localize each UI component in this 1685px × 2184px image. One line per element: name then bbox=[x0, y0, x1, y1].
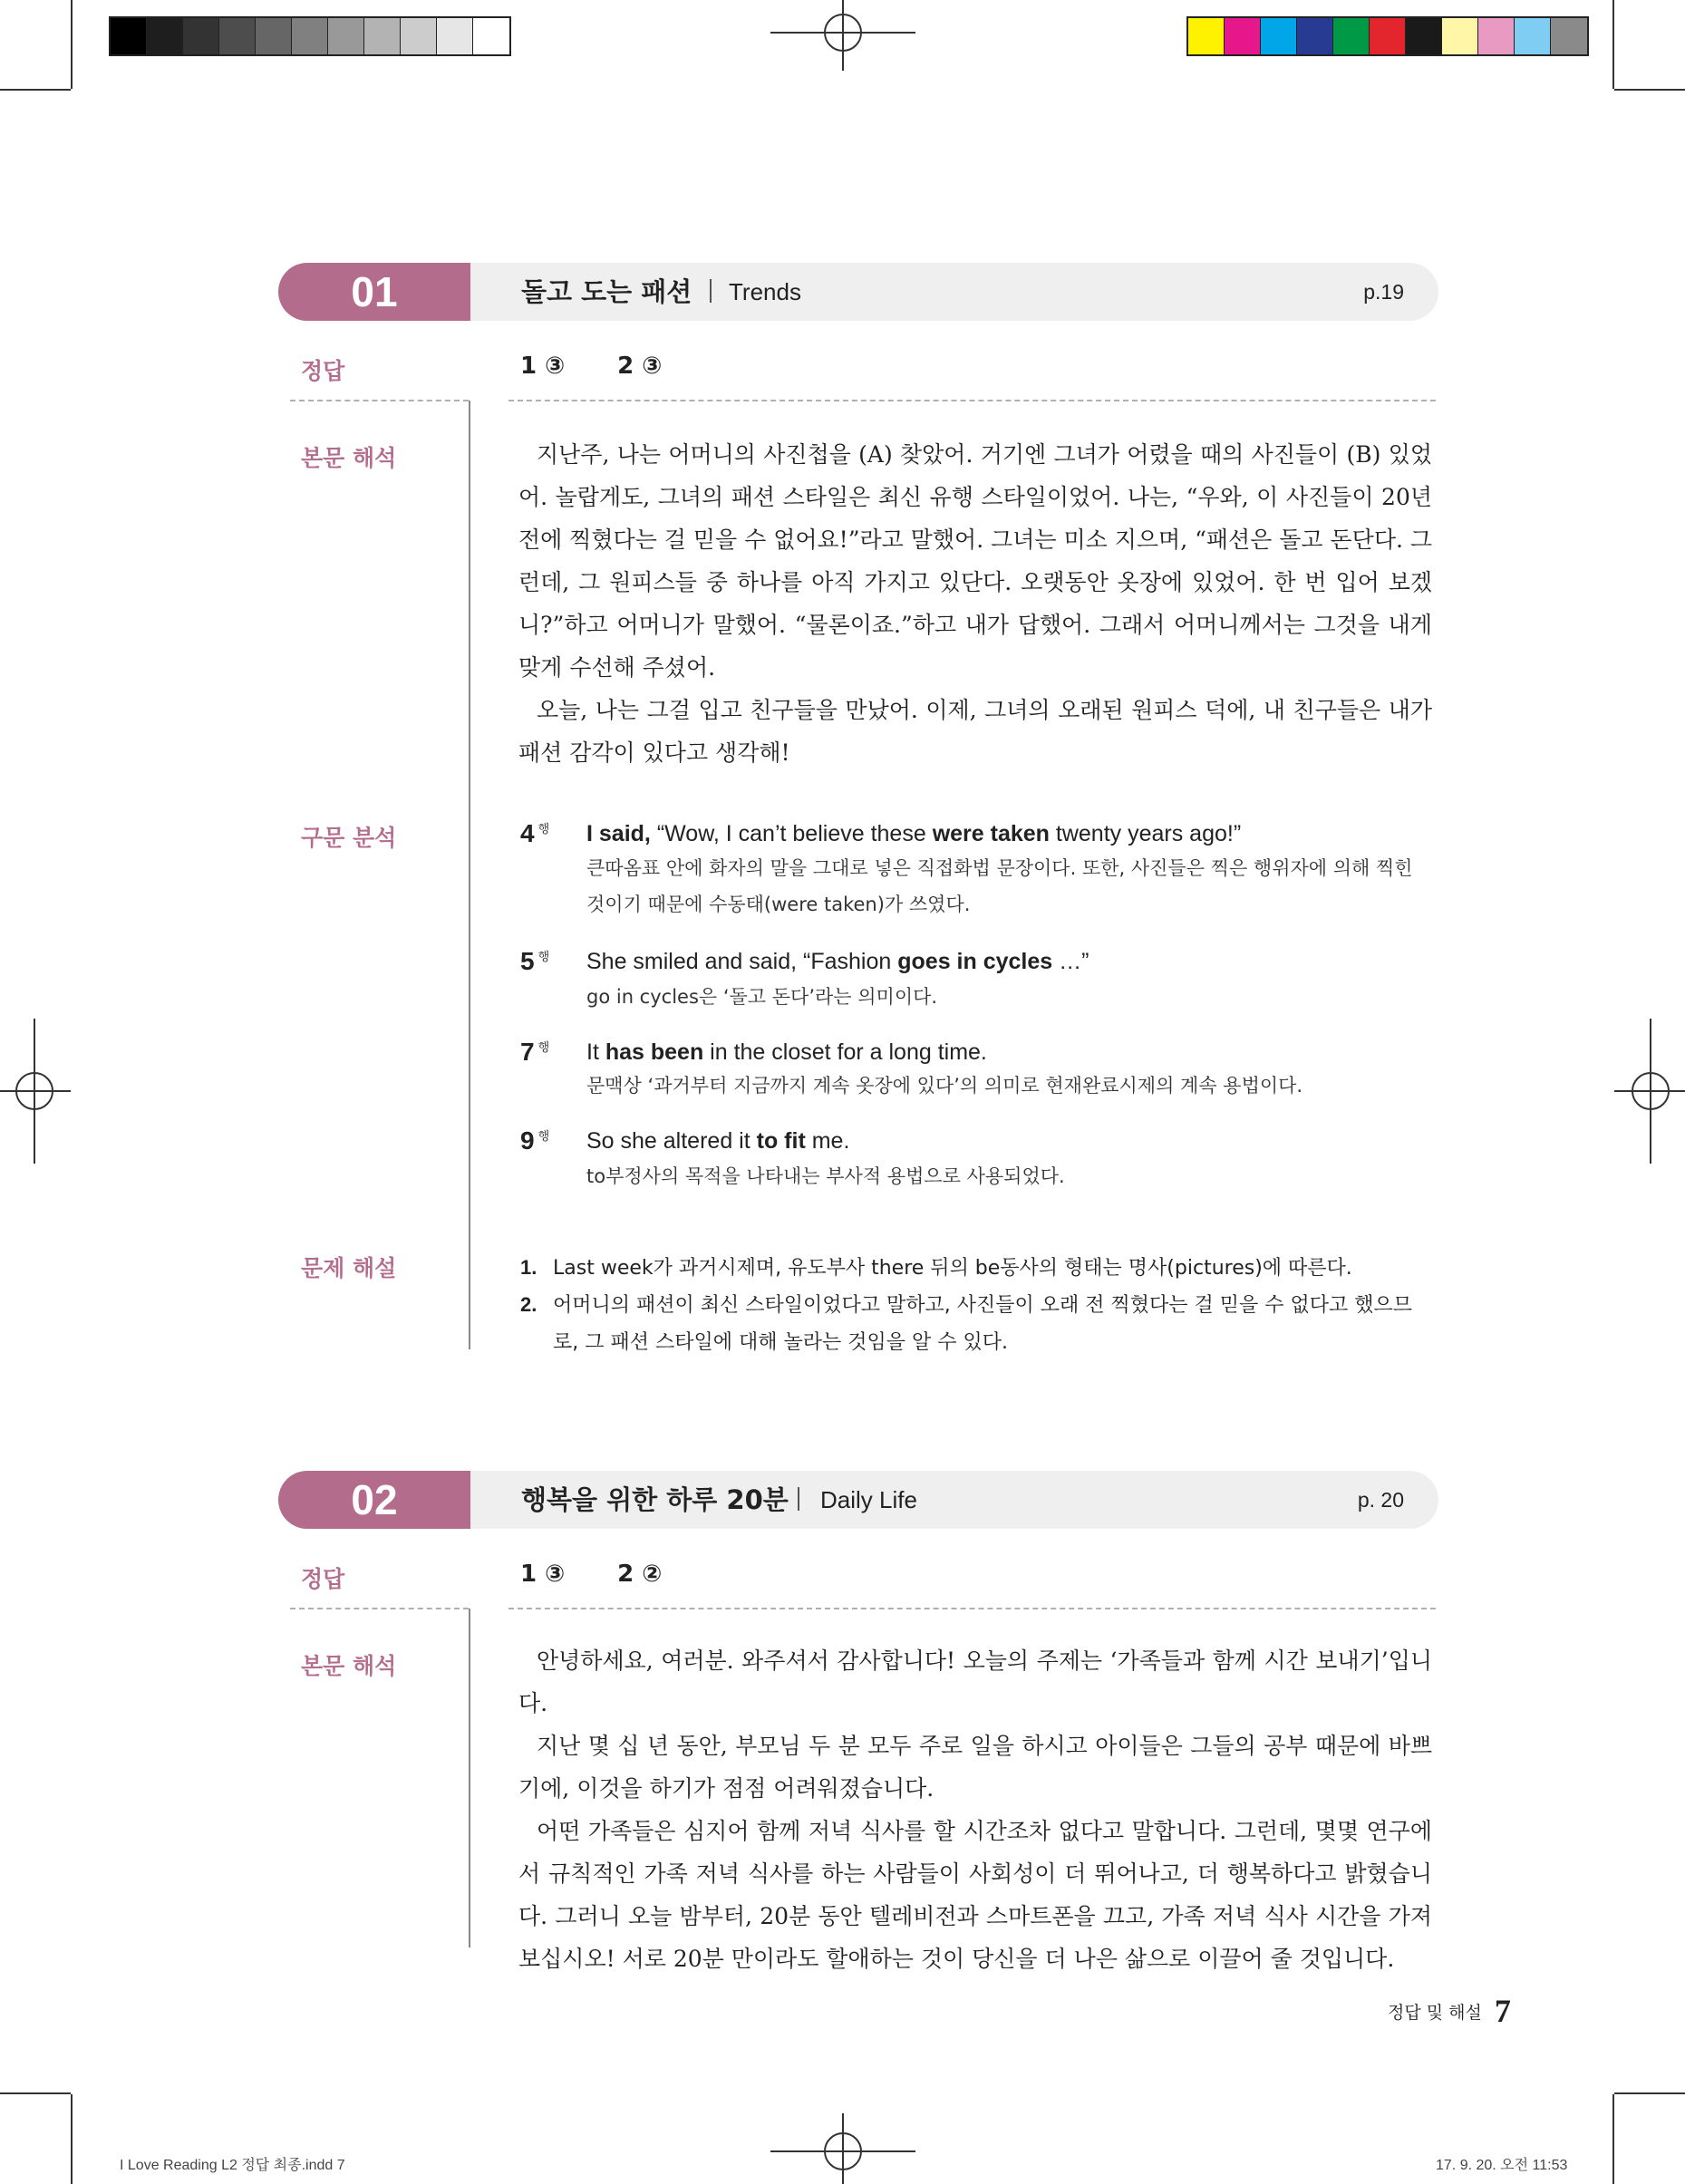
color-swatch bbox=[1406, 18, 1442, 54]
solution-item: 2. 어머니의 패션이 최신 스타일이었다고 말하고, 사진들이 오래 전 찍혔다는 걸 믿을 수 없다고 했으므로, 그 패션 스타일에 대해 놀라는 것임을 알 수 있다. bbox=[520, 1293, 1412, 1354]
answers bbox=[520, 353, 714, 380]
label-grammar: 구문 분석 bbox=[301, 825, 397, 851]
label-translation: 본문 해석 bbox=[301, 445, 397, 471]
page-reference: p. 20 bbox=[1357, 1488, 1404, 1512]
label-answer: 정답 bbox=[301, 358, 345, 384]
translation-paragraph-1: 안녕하세요, 여러분. 와주셔서 감사합니다! 오늘의 주제는 ‘가족들과 함께 시간 보내기’입니다. bbox=[518, 1648, 1432, 1716]
translation-paragraph-3: 어떤 가족들은 심지어 함께 저녁 식사를 할 시간조차 없다고 말합니다. 그런데, 몇몇 연구에서 규칙적인 가족 저녁 식사를 하는 사람들이 사회성이 더 뛰어나고, 더 행복하다고 밝혔습니다. 그러니 오늘 밤부터, 20분 동안 텔레비전과 스마트폰을 끄고, 가족 저녁 식사 시간을 가져 보십시오! 서로 20분 만이라도 할애하는 것이 당신을 더 나은 삶으로 이끌어 줄 것입니다. bbox=[518, 1818, 1432, 1972]
page-footer bbox=[1388, 1992, 1511, 2030]
grammar-line-number: 7 $^행$ bbox=[520, 1038, 550, 1066]
label-answer: 정답 bbox=[301, 1566, 345, 1592]
gray-swatch bbox=[473, 18, 509, 54]
answer-1: 1 ③ bbox=[520, 353, 566, 380]
section-category: Daily Life bbox=[820, 1486, 917, 1513]
gray-swatch bbox=[401, 18, 437, 54]
divider-left bbox=[290, 400, 469, 401]
divider-right bbox=[508, 400, 1436, 401]
translation-paragraph-2: 지난 몇 십 년 동안, 부모님 두 분 모두 주로 일을 하시고 아이들은 그들의 공부 때문에 바쁘기에, 이것을 하기가 점점 어려워졌습니다. bbox=[518, 1733, 1432, 1802]
gray-swatch bbox=[183, 18, 219, 54]
grammar-line-number: 5 $^행$ bbox=[520, 947, 550, 975]
grammar-sentence: So she altered it to fit me. bbox=[586, 1128, 850, 1154]
solution-item: 1. Last week가 과거시제며, 유도부사 there 뒤의 be동사의 형태는 명사(pictures)에 따른다. bbox=[520, 1256, 1352, 1280]
divider-left bbox=[290, 1608, 469, 1609]
column-rule bbox=[469, 401, 470, 1349]
title-divider bbox=[798, 1487, 799, 1511]
grammar-line-number: 4 $^행$ bbox=[520, 819, 550, 847]
gray-swatch bbox=[256, 18, 292, 54]
registration-mark-left bbox=[0, 1019, 73, 1164]
gray-swatch bbox=[292, 18, 328, 54]
registration-mark-right bbox=[1612, 1019, 1685, 1164]
section-title: 행복을 위한 하루 20분 bbox=[521, 1484, 789, 1515]
gray-swatch bbox=[111, 18, 147, 54]
page-number: 7 bbox=[1494, 1993, 1511, 2029]
grammar-explanation: to부정사의 목적을 나타내는 부사적 용법으로 사용되었다. bbox=[586, 1165, 1065, 1187]
answer-1: 1 ③ bbox=[520, 1561, 566, 1588]
grammar-explanation: 큰따옴표 안에 화자의 말을 그대로 넣은 직접화법 문장이다. 또한, 사진들은 찍은 행위자에 의해 찍힌 것이기 때문에 수동태(were taken)가 쓰였다. bbox=[586, 857, 1413, 915]
answer-2: 2 ③ bbox=[617, 353, 663, 380]
section-02-header bbox=[278, 1471, 1438, 1529]
color-swatch bbox=[1261, 18, 1297, 54]
section-title: 돌고 도는 패션 bbox=[521, 276, 692, 307]
grammar-explanation: go in cycles은 ‘돌고 돈다’라는 의미이다. bbox=[586, 986, 938, 1008]
grammar-sentence: It has been in the closet for a long time. bbox=[586, 1039, 987, 1065]
column-rule bbox=[469, 1609, 470, 1947]
section-01-header bbox=[278, 263, 1438, 321]
gray-swatch bbox=[147, 18, 183, 54]
grammar-line-number: 9 $^행$ bbox=[520, 1126, 550, 1155]
color-swatch bbox=[1478, 18, 1515, 54]
grammar-sentence: I said, “Wow, I can’t believe these were taken twenty years ago!” bbox=[586, 821, 1242, 846]
label-translation: 본문 해석 bbox=[301, 1653, 397, 1679]
grammar-explanation: 문맥상 ‘과거부터 지금까지 계속 옷장에 있다’의 의미로 현재완료시제의 계속 용법이다. bbox=[586, 1075, 1303, 1097]
color-calibration-bar bbox=[1186, 16, 1589, 56]
page-reference: p.19 bbox=[1363, 280, 1404, 304]
answers bbox=[520, 1561, 714, 1588]
registration-mark-top bbox=[770, 0, 915, 72]
divider-right bbox=[508, 1608, 1436, 1609]
grayscale-calibration-bar bbox=[109, 16, 511, 56]
color-swatch bbox=[1333, 18, 1370, 54]
color-swatch bbox=[1515, 18, 1551, 54]
title-divider bbox=[710, 279, 712, 303]
section-number: 01 bbox=[278, 263, 470, 321]
registration-mark-bottom bbox=[770, 2112, 915, 2184]
translation-paragraph-1: 지난주, 나는 어머니의 사진첩을 (A) 찾았어. 거기엔 그녀가 어렸을 때의 사진들이 (B) 있었어. 놀랍게도, 그녀의 패션 스타일은 최신 유행 스타일이었어. 나는, “우와, 이 사진들이 20년 전에 찍혔다는 걸 믿을 수 없어요!”라고 말했어. 그녀는 미소 지으며, “패션은 돌고 돈단다. 그런데, 그 원피스들 중 하나를 아직 가지고 있단다. 오랫동안 옷장에 있었어. 한 번 입어 보겠니?”하고 어머니가 말했어. “물론이죠.”하고 내가 답했어. 그래서 어머니께서는 그것을 내게 맞게 수선해 주셨어. bbox=[518, 441, 1433, 681]
label-solution: 문제 해설 bbox=[301, 1255, 397, 1281]
gray-swatch bbox=[437, 18, 473, 54]
section-number: 02 bbox=[278, 1471, 470, 1529]
slug-file-info: I Love Reading L2 정답 최종.indd 7 bbox=[120, 2158, 345, 2173]
grammar-sentence: She smiled and said, “Fashion goes in cycles …” bbox=[586, 949, 1089, 974]
color-swatch bbox=[1551, 18, 1587, 54]
translation-paragraph-2: 오늘, 나는 그걸 입고 친구들을 만났어. 이제, 그녀의 오래된 원피스 덕에, 내 친구들은 내가 패션 감각이 있다고 생각해! bbox=[518, 697, 1432, 766]
color-swatch bbox=[1442, 18, 1478, 54]
translation-text bbox=[518, 1639, 1432, 1980]
footer-label: 정답 및 해설 bbox=[1388, 2003, 1482, 2023]
translation-text bbox=[518, 433, 1432, 774]
color-swatch bbox=[1188, 18, 1225, 54]
color-swatch bbox=[1225, 18, 1261, 54]
answer-2: 2 ② bbox=[617, 1561, 663, 1588]
gray-swatch bbox=[219, 18, 256, 54]
color-swatch bbox=[1297, 18, 1333, 54]
color-swatch bbox=[1370, 18, 1406, 54]
section-category: Trends bbox=[729, 278, 801, 305]
gray-swatch bbox=[364, 18, 401, 54]
gray-swatch bbox=[328, 18, 364, 54]
slug-timestamp: 17. 9. 20. 오전 11:53 bbox=[1436, 2158, 1568, 2173]
